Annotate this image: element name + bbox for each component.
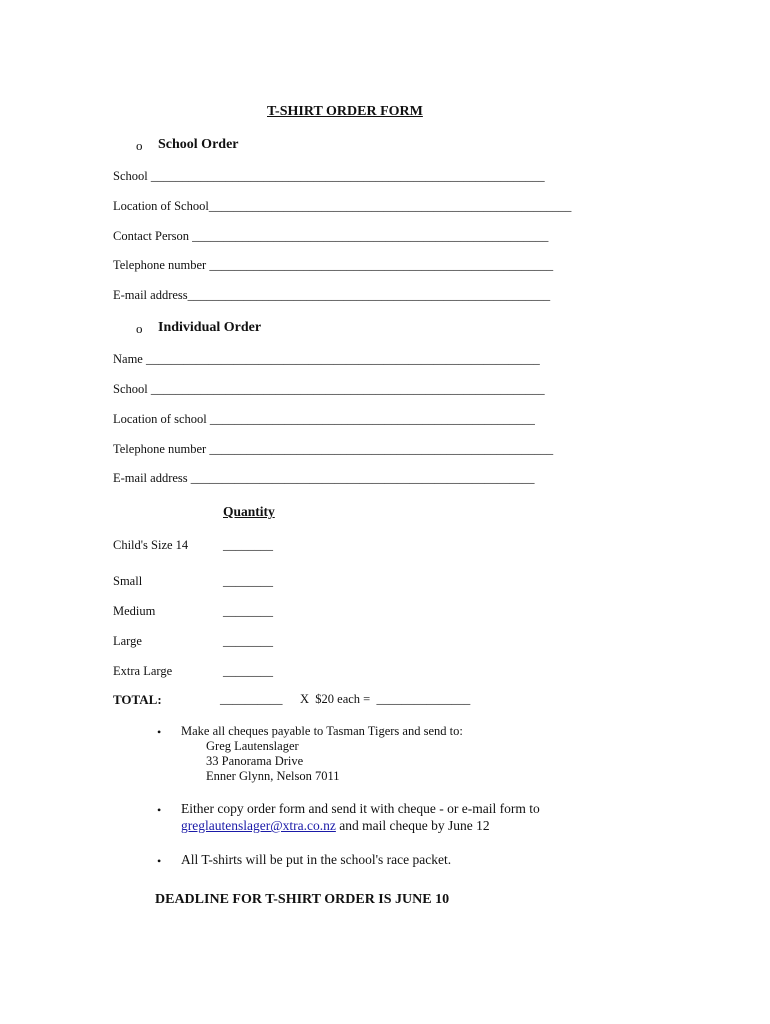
- payment-instruction: Make all cheques payable to Tasman Tigers and send to:: [181, 724, 463, 738]
- individual-location-field[interactable]: Location of school ____________________________________________________: [113, 412, 535, 426]
- qty-input-extra-large[interactable]: ________: [223, 664, 273, 678]
- address-street: 33 Panorama Drive: [206, 754, 304, 768]
- qty-label-extra-large: Extra Large: [113, 664, 173, 678]
- packet-instruction: All T-shirts will be put in the school's race packet.: [181, 852, 452, 867]
- bullet-icon: •: [157, 725, 162, 739]
- telephone-number-field[interactable]: Telephone number _______________________________________________________: [113, 258, 554, 272]
- individual-telephone-field[interactable]: Telephone number _______________________________________________________: [113, 442, 554, 456]
- location-of-school-field[interactable]: Location of School__________________________________________________________: [113, 199, 572, 213]
- individual-school-field[interactable]: School _______________________________________________________________: [113, 382, 545, 396]
- quantity-heading: Quantity: [223, 504, 275, 519]
- qty-label-small: Small: [113, 574, 143, 588]
- contact-person-field[interactable]: Contact Person _________________________________________________________: [113, 229, 549, 243]
- total-quantity-input[interactable]: __________: [220, 692, 283, 706]
- form-title: T-SHIRT ORDER FORM: [267, 104, 423, 119]
- email-link[interactable]: greglautenslager@xtra.co.nz: [181, 818, 336, 833]
- individual-email-field[interactable]: E-mail address _______________________________________________________: [113, 471, 535, 485]
- name-field[interactable]: Name _______________________________________________________________: [113, 352, 540, 366]
- total-price-line[interactable]: X $20 each = _______________: [300, 692, 471, 706]
- bullet-icon: •: [157, 803, 162, 817]
- qty-label-large: Large: [113, 634, 142, 648]
- qty-input-small[interactable]: ________: [223, 574, 273, 588]
- total-label: TOTAL:: [113, 692, 162, 707]
- deadline-notice: DEADLINE FOR T-SHIRT ORDER IS JUNE 10: [155, 892, 450, 907]
- school-order-heading: School Order: [158, 137, 239, 152]
- school-order-marker: o: [136, 138, 143, 153]
- individual-order-marker: o: [136, 321, 143, 336]
- email-address-field[interactable]: E-mail address__________________________________________________________: [113, 288, 551, 302]
- address-name: Greg Lautenslager: [206, 739, 299, 753]
- qty-input-childs-14[interactable]: ________: [223, 538, 273, 552]
- qty-label-childs-14: Child's Size 14: [113, 538, 189, 552]
- qty-input-medium[interactable]: ________: [223, 604, 273, 618]
- copy-instruction: Either copy order form and send it with cheque - or e-mail form to: [181, 801, 540, 816]
- school-field[interactable]: School _______________________________________________________________: [113, 169, 545, 183]
- address-city: Enner Glynn, Nelson 7011: [206, 769, 340, 783]
- copy-suffix: and mail cheque by June 12: [335, 818, 490, 833]
- qty-label-medium: Medium: [113, 604, 156, 618]
- qty-input-large[interactable]: ________: [223, 634, 273, 648]
- bullet-icon: •: [157, 854, 162, 868]
- individual-order-heading: Individual Order: [158, 320, 262, 335]
- copy-instruction-line2: [181, 818, 490, 834]
